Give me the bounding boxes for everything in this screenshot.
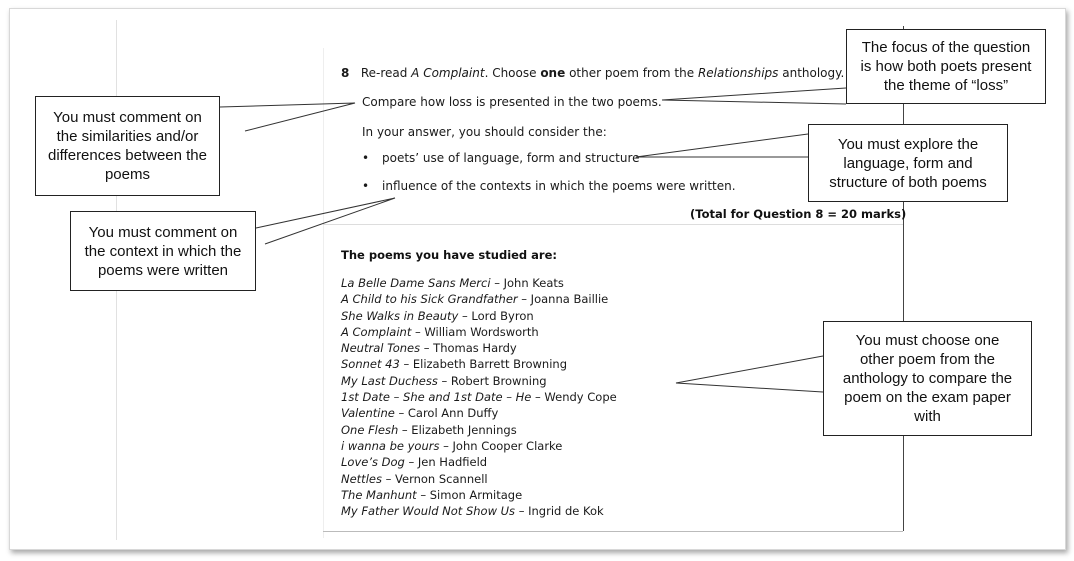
poem-title: The Manhunt [341, 487, 417, 502]
callout-line: with [914, 408, 941, 425]
poem-author: – Joanna Baillie [517, 292, 609, 307]
callout-line: poem on the exam paper [844, 389, 1011, 406]
poem-title: Valentine [341, 406, 395, 421]
leader-focus [662, 88, 846, 104]
leader-context [256, 198, 395, 244]
callout-line: the context in which the [84, 242, 242, 260]
question-poem-title: A Complaint [411, 66, 485, 80]
bullet-dot: • [362, 179, 370, 193]
poem-author: – Vernon Scannell [381, 471, 488, 486]
poem-title: i wanna be yours [341, 438, 440, 453]
callout-line: poems [104, 166, 150, 183]
poem-author: – John Cooper Clarke [439, 438, 563, 453]
poem-author: – Lord Byron [458, 308, 534, 323]
poem-author: – Jen Hadfield [404, 455, 488, 470]
callout-line: You must comment on [53, 109, 202, 126]
callout-context [70, 211, 256, 291]
question-anthology-name: Relationships [697, 66, 779, 80]
poem-title: My Last Duchess [341, 373, 438, 388]
callout-line: language, form and [843, 154, 973, 172]
callout-choose [823, 321, 1032, 436]
callout-focus [846, 29, 1046, 104]
poem-title: Love’s Dog [341, 455, 405, 470]
question-text-post: other poem from the [565, 66, 698, 80]
question-text-tail: anthology. [778, 66, 845, 80]
poem-author: – Elizabeth Barrett Browning [399, 357, 567, 372]
bullet-dot: • [362, 151, 370, 165]
poem-author: – Robert Browning [437, 373, 547, 388]
callout-line: differences between the [47, 147, 207, 164]
question-line-3: In your answer, you should consider the: [362, 125, 607, 139]
total-marks: (Total for Question 8 = 20 marks) [690, 207, 907, 221]
poem-title: Neutral Tones [341, 341, 421, 356]
poem-author: – John Keats [490, 276, 564, 290]
poem-title: A Complaint [341, 324, 412, 339]
poem-author: – Ingrid de Kok [515, 504, 604, 519]
callout-line: other poem from the [859, 351, 996, 368]
poem-title: Nettles [341, 471, 382, 486]
poem-author: – Carol Ann Duffy [394, 406, 499, 421]
poem-title: La Belle Dame Sans Merci [341, 276, 491, 290]
callout-line: is how both poets present [860, 58, 1032, 75]
poem-title: 1st Date – She and 1st Date – He [341, 390, 532, 405]
callout-line: the theme of “loss” [883, 77, 1009, 94]
poem-author: – Wendy Cope [531, 390, 617, 405]
poem-author: – Simon Armitage [416, 487, 523, 502]
callout-line: the similarities and/or [56, 128, 199, 145]
poem-title: A Child to his Sick Grandfather [341, 292, 518, 307]
callout-similarities [35, 96, 220, 196]
poem-title: She Walks in Beauty [341, 308, 459, 323]
bullet-text: poets’ use of language, form and structure [382, 151, 640, 165]
question-text-pre: Re-read [360, 66, 412, 80]
callout-line: You must comment on [88, 223, 238, 241]
callout-line: The focus of the question [861, 39, 1031, 56]
question-text-mid: . Choose [484, 66, 541, 80]
poem-title: One Flesh [341, 422, 399, 437]
question-bold-one: one [540, 66, 566, 80]
callout-line: poems were written [97, 261, 229, 279]
callout-line: anthology to compare the [842, 370, 1013, 387]
callout-line: structure of both poems [829, 173, 987, 191]
callout-explore [808, 124, 1008, 202]
leader-choose [676, 356, 823, 392]
poem-title: My Father Would Not Show Us [341, 504, 516, 519]
leader-explore [636, 134, 808, 157]
question-number: 8 [341, 66, 350, 80]
bullet-text: influence of the contexts in which the poems were written. [382, 179, 736, 193]
callout-line: You must explore the [837, 135, 979, 153]
poem-title: Sonnet 43 [341, 357, 400, 372]
question-line-2: Compare how loss is presented in the two poems. [362, 95, 662, 109]
poem-author: – Thomas Hardy [420, 341, 517, 356]
leader-similarities [220, 103, 355, 131]
callout-line: You must choose one [855, 332, 1000, 349]
studied-heading: The poems you have studied are: [341, 248, 558, 262]
poem-author: – William Wordsworth [411, 324, 539, 339]
poem-author: – Elizabeth Jennings [398, 422, 517, 437]
